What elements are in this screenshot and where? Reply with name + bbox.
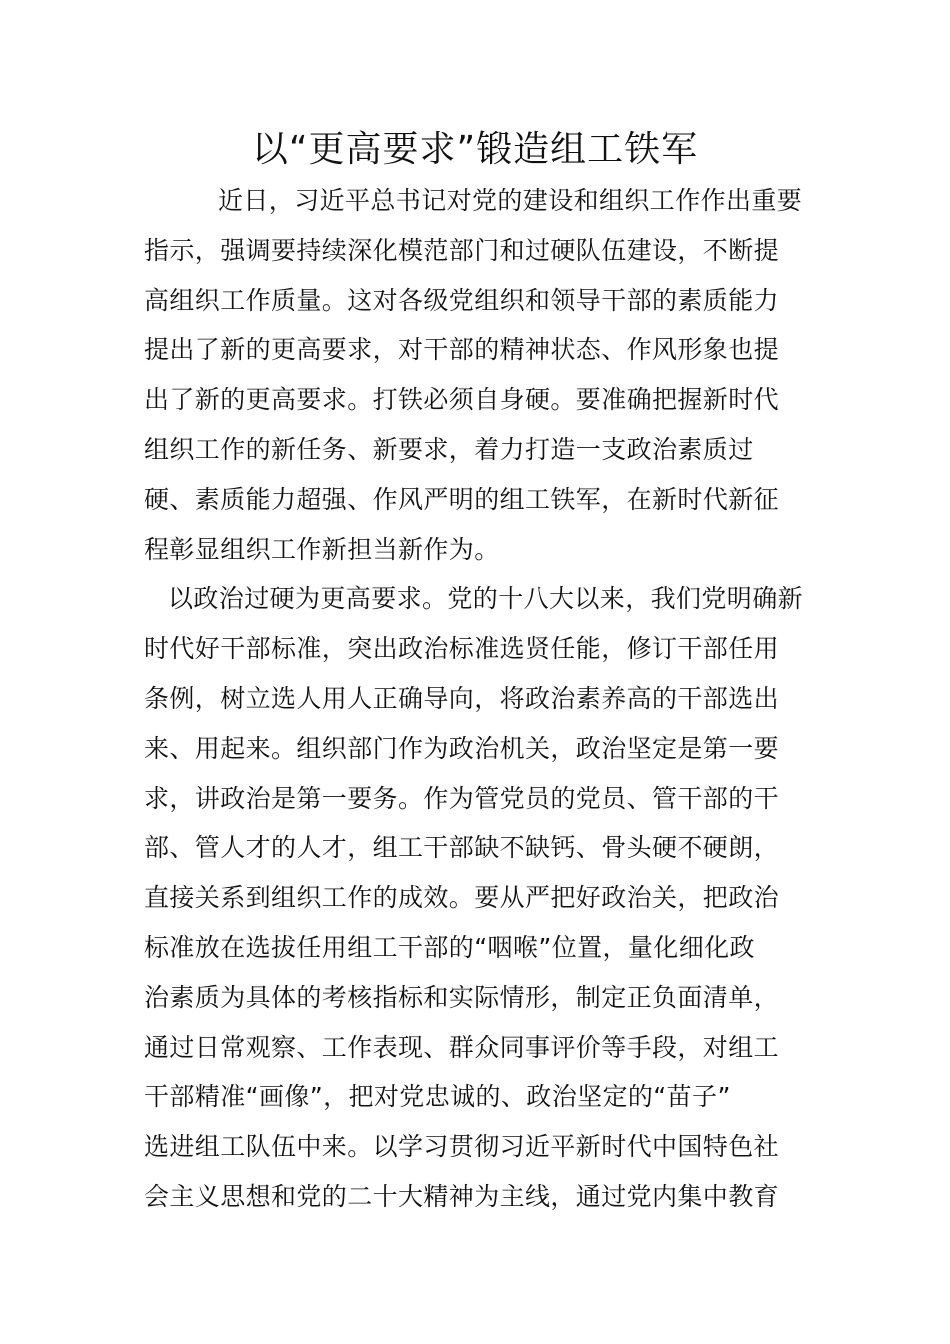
- paragraph-2-line-8: 标准放在选拔任用组工干部的“咽喉”位置，量化细化政: [144, 932, 755, 962]
- paragraph-2-line-2: 时代好干部标准，突出政治标准选贤任能，修订干部任用: [144, 634, 780, 664]
- paragraph-1-line-8: 程彰显组织工作新担当新作为。: [144, 534, 500, 564]
- paragraph-1-line-7: 硬、素质能力超强、作风严明的组工铁军，在新时代新征: [144, 484, 780, 514]
- paragraph-2-line-7: 直接关系到组织工作的成效。要从严把好政治关，把政治: [144, 883, 780, 913]
- paragraph-2-line-9: 治素质为具体的考核指标和实际情形，制定正负面清单，: [144, 982, 780, 1012]
- paragraph-2-line-3: 条例，树立选人用人正确导向，将政治素养高的干部选出: [144, 683, 780, 713]
- paragraph-1-line-2: 指示，强调要持续深化模范部门和过硬队伍建设，不断提: [144, 235, 780, 265]
- paragraph-2-line-6: 部、管人才的人才，组工干部缺不缺钙、骨头硬不硬朗，: [144, 833, 780, 863]
- paragraph-1-line-4: 提出了新的更高要求，对干部的精神状态、作风形象也提: [144, 335, 780, 365]
- paragraph-2-line-13: 会主义思想和党的二十大精神为主线，通过党内集中教育: [144, 1181, 780, 1211]
- paragraph-1-line-5: 出了新的更高要求。打铁必须自身硬。要准确把握新时代: [144, 385, 780, 415]
- paragraph-2-line-5: 求，讲政治是第一要务。作为管党员的党员、管干部的干: [144, 783, 780, 813]
- paragraph-1-line-1: 近日，习近平总书记对党的建设和组织工作作出重要: [218, 186, 803, 215]
- paragraph-2-line-10: 通过日常观察、工作表现、群众同事评价等手段，对组工: [144, 1032, 780, 1062]
- paragraph-2-line-1: 以政治过硬为更高要求。党的十八大以来，我们党明确新: [168, 584, 804, 614]
- document-title: 以“更高要求”锻造组工铁军: [251, 129, 699, 170]
- paragraph-2-line-12: 选进组工队伍中来。以学习贯彻习近平新时代中国特色社: [144, 1132, 780, 1162]
- paragraph-2-line-4: 来、用起来。组织部门作为政治机关，政治坚定是第一要: [144, 733, 780, 763]
- document-body: [144, 176, 808, 1222]
- paragraph-1-line-6: 组织工作的新任务、新要求，着力打造一支政治素质过: [144, 434, 754, 464]
- paragraph-1-line-3: 高组织工作质量。这对各级党组织和领导干部的素质能力: [144, 285, 780, 315]
- paragraph-2-line-11: 干部精准“画像”，把对党忠诚的、政治坚定的“苗子”: [144, 1082, 731, 1112]
